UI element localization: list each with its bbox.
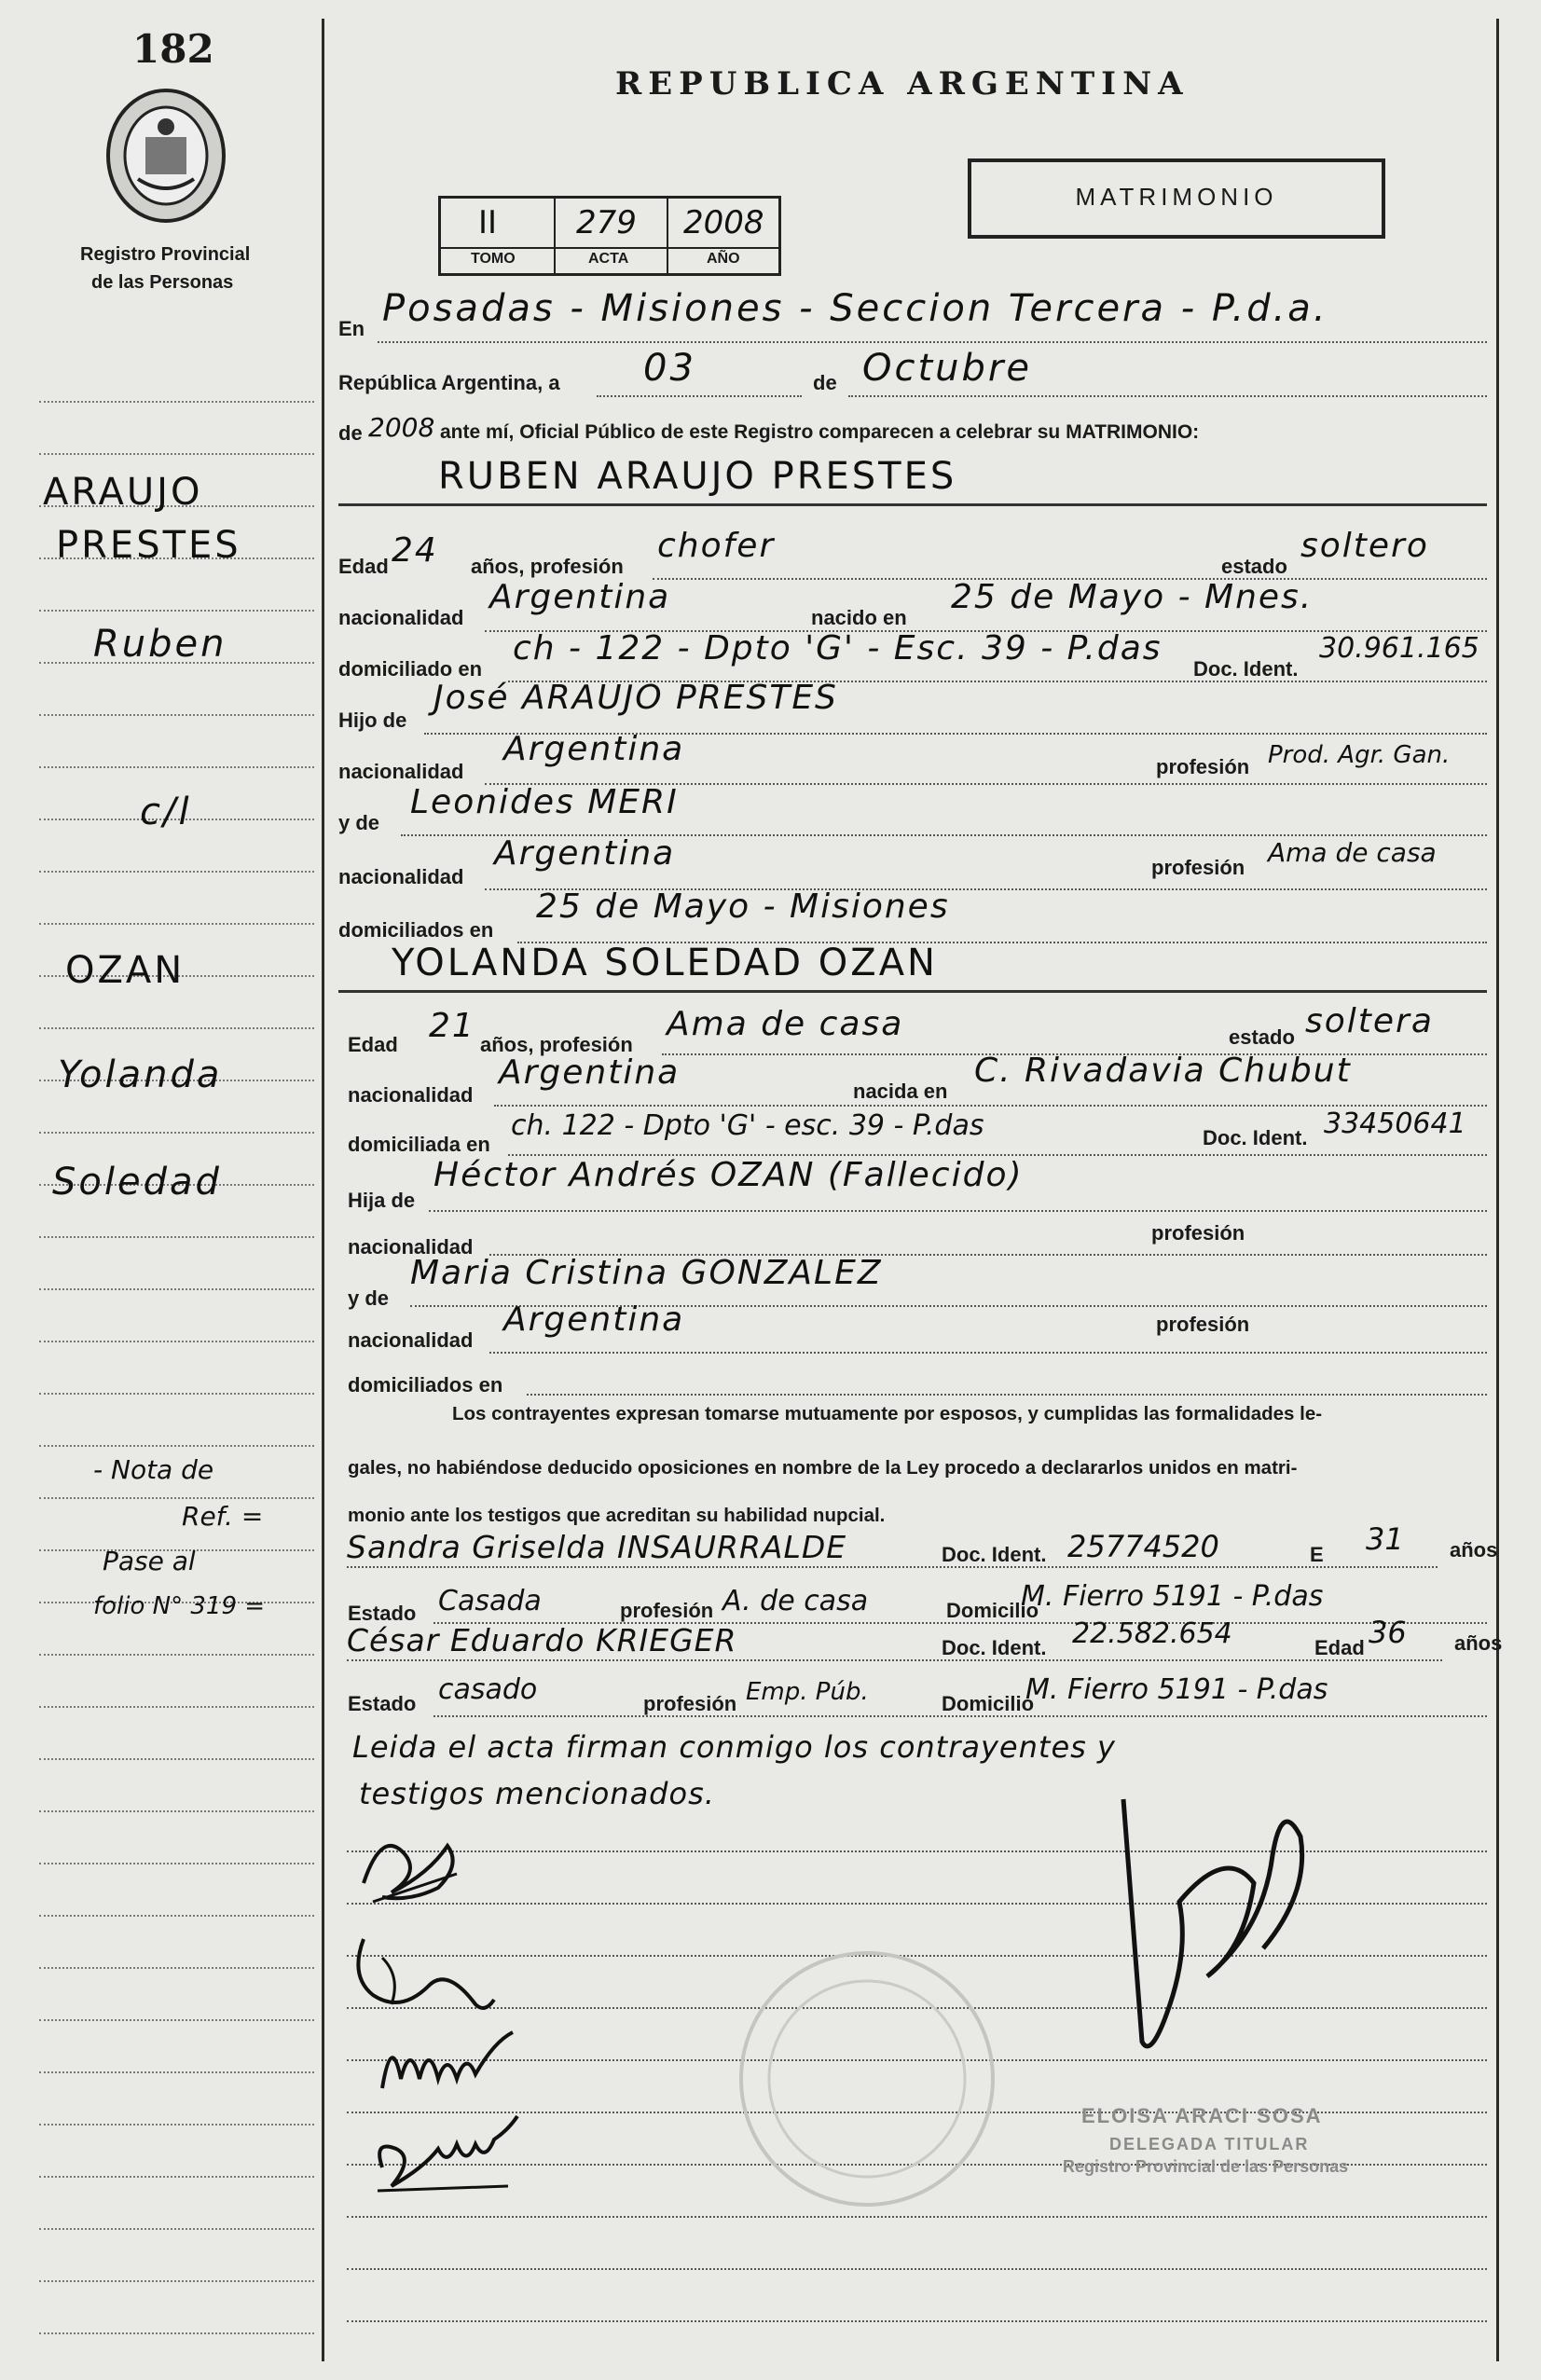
margin-note-4: folio N° 319 = xyxy=(93,1592,266,1620)
republica-label: República Argentina, a xyxy=(338,371,560,394)
margin-connector: c/l xyxy=(140,791,192,833)
groom-status-label: estado xyxy=(1221,555,1287,578)
witness2-years-label: años xyxy=(1454,1631,1503,1655)
bride-birthplace: C. Rivadavia Chubut xyxy=(974,1052,1352,1090)
witness2-name: César Eduardo KRIEGER xyxy=(347,1622,737,1658)
margin-ruled-line xyxy=(39,1393,314,1395)
margin-ruled-line xyxy=(39,766,314,768)
bride-doc-label: Doc. Ident. xyxy=(1203,1126,1308,1149)
stamp-line3: Registro Provincial de las Personas xyxy=(1063,2157,1349,2176)
ano-value: 2008 xyxy=(683,204,764,241)
groom-mother-profession: Ama de casa xyxy=(1268,837,1437,868)
left-column-divider xyxy=(322,19,324,2361)
groom-birthplace: 25 de Mayo - Mnes. xyxy=(951,578,1314,616)
groom-age-label: Edad xyxy=(338,555,389,578)
bride-profession-label: años, profesión xyxy=(480,1033,633,1056)
margin-ruled-line xyxy=(39,2332,314,2334)
closing-text-line1: Los contrayentes expresan tomarse mutuamente por esposos, y cumplidas las formalidades le- xyxy=(452,1403,1323,1424)
margin-ruled-line xyxy=(39,2280,314,2282)
day-value: 03 xyxy=(643,347,696,390)
bride-father-profession-label: profesión xyxy=(1151,1221,1245,1245)
closing-text-line3: monio ante los testigos que acreditan su habilidad nupcial. xyxy=(348,1505,886,1526)
witness2-age-label: Edad xyxy=(1314,1636,1365,1659)
groom-nationality: Argentina xyxy=(489,578,671,616)
margin-bride-name-2: Soledad xyxy=(52,1161,222,1204)
signature-witness1 xyxy=(373,2014,522,2116)
margin-ruled-line xyxy=(39,1863,314,1864)
margin-ruled-line xyxy=(39,1132,314,1134)
groom-nationality-label: nacionalidad xyxy=(338,606,464,629)
witness1-profession-label: profesión xyxy=(620,1599,714,1622)
bride-status-label: estado xyxy=(1229,1025,1295,1049)
tomo-acta-ano-box xyxy=(438,196,781,276)
bride-age-label: Edad xyxy=(348,1033,398,1056)
groom-profession-label: años, profesión xyxy=(471,555,624,578)
margin-ruled-line xyxy=(39,2071,314,2073)
acta-value: 279 xyxy=(576,204,637,241)
groom-father-nationality: Argentina xyxy=(503,730,685,768)
bride-father-nationality-label: nacionalidad xyxy=(348,1235,474,1259)
margin-ruled-line xyxy=(39,453,314,455)
groom-address: ch - 122 - Dpto 'G' - Esc. 39 - P.das xyxy=(513,629,1163,667)
ano-label: AÑO xyxy=(707,251,740,267)
margin-ruled-line xyxy=(39,1810,314,1812)
tomo-value: II xyxy=(478,204,498,241)
margin-ruled-line xyxy=(39,1758,314,1760)
groom-status: soltero xyxy=(1300,527,1429,565)
witness1-name: Sandra Griselda INSAURRALDE xyxy=(347,1529,847,1565)
witness2-age: 36 xyxy=(1369,1615,1407,1650)
witness1-address: M. Fierro 5191 - P.das xyxy=(1021,1580,1324,1613)
bride-profession: Ama de casa xyxy=(667,1005,904,1043)
margin-bride-surname: OZAN xyxy=(65,949,186,992)
closing-handwritten-1: Leida el acta firman conmigo los contrayentes y xyxy=(352,1729,1116,1765)
place-value: Posadas - Misiones - Seccion Tercera - P.d.a. xyxy=(382,287,1328,330)
witness2-doc-label: Doc. Ident. xyxy=(942,1636,1047,1659)
registry-name-line2: de las Personas xyxy=(91,272,234,293)
bride-father: Héctor Andrés OZAN (Fallecido) xyxy=(433,1156,1024,1194)
year-prefix-label: de xyxy=(338,421,363,445)
signature-bride xyxy=(345,1920,503,2023)
provincial-seal-icon xyxy=(101,86,231,226)
bride-nationality: Argentina xyxy=(499,1053,681,1092)
signature-groom xyxy=(354,1818,475,1920)
official-round-stamp-icon xyxy=(727,1939,1007,2219)
margin-ruled-line xyxy=(39,2228,314,2230)
bride-address: ch. 122 - Dpto 'G' - esc. 39 - P.das xyxy=(511,1109,984,1142)
margin-ruled-line xyxy=(39,2124,314,2125)
margin-ruled-line xyxy=(39,1706,314,1708)
bride-age: 21 xyxy=(429,1007,475,1045)
witness1-age: 31 xyxy=(1366,1521,1404,1557)
bride-mother-profession-label: profesión xyxy=(1156,1313,1250,1336)
act-type-box xyxy=(968,158,1385,239)
groom-doc-label: Doc. Ident. xyxy=(1193,657,1299,681)
margin-note-3: Pase al xyxy=(103,1546,196,1576)
witness2-profession: Emp. Púb. xyxy=(746,1678,869,1706)
witness1-doc-label: Doc. Ident. xyxy=(942,1543,1047,1566)
margin-ruled-line xyxy=(39,1497,314,1499)
groom-father-profession: Prod. Agr. Gan. xyxy=(1268,741,1451,769)
body-ruled-line xyxy=(347,2320,1487,2322)
closing-handwritten-2: testigos mencionados. xyxy=(359,1776,715,1811)
margin-ruled-line xyxy=(39,1288,314,1290)
margin-note-2: Ref. = xyxy=(182,1501,264,1532)
signature-official xyxy=(1114,1762,1319,2070)
groom-mother: Leonides MERI xyxy=(410,783,679,821)
registry-name-line1: Registro Provincial xyxy=(80,244,251,265)
country-heading: REPUBLICA ARGENTINA xyxy=(615,65,1190,103)
bride-mother-nationality-label: nacionalidad xyxy=(348,1328,474,1352)
margin-ruled-line xyxy=(39,871,314,873)
margin-bride-name-1: Yolanda xyxy=(58,1053,223,1096)
groom-father: José ARAUJO PRESTES xyxy=(433,679,838,717)
stamp-line2: DELEGADA TITULAR xyxy=(1109,2135,1310,2153)
signature-witness2 xyxy=(368,2102,527,2205)
groom-mother-nationality: Argentina xyxy=(494,834,676,873)
month-value: Octubre xyxy=(862,347,1032,390)
groom-birthplace-label: nacido en xyxy=(811,606,907,629)
bride-mother-label: y de xyxy=(348,1286,390,1310)
bride-mother-nationality: Argentina xyxy=(503,1300,685,1339)
year-value: 2008 xyxy=(368,412,435,443)
margin-ruled-line xyxy=(39,1027,314,1029)
groom-profession: chofer xyxy=(657,527,776,565)
bride-name: YOLANDA SOLEDAD OZAN xyxy=(392,942,938,984)
groom-parents-address-label: domiciliados en xyxy=(338,918,494,942)
margin-ruled-line xyxy=(39,1654,314,1656)
tomo-label: TOMO xyxy=(471,251,516,267)
witness1-address-label: Domicilio xyxy=(946,1599,1039,1622)
groom-address-label: domiciliado en xyxy=(338,657,483,681)
act-type-label: MATRIMONIO xyxy=(1075,183,1278,211)
groom-mother-nationality-label: nacionalidad xyxy=(338,865,464,888)
witness2-status-label: Estado xyxy=(348,1692,417,1715)
witness2-status: casado xyxy=(438,1673,538,1706)
groom-father-nationality-label: nacionalidad xyxy=(338,760,464,783)
body-ruled-line xyxy=(347,2268,1487,2270)
margin-ruled-line xyxy=(39,1967,314,1969)
bride-doc: 33450641 xyxy=(1324,1107,1466,1140)
margin-ruled-line xyxy=(39,401,314,403)
bride-status: soltera xyxy=(1305,1002,1434,1040)
margin-note-1: - Nota de xyxy=(93,1454,214,1485)
witness1-status-label: Estado xyxy=(348,1602,417,1625)
groom-age: 24 xyxy=(392,531,438,570)
margin-first-name: Ruben xyxy=(93,623,227,666)
groom-father-label: Hijo de xyxy=(338,708,407,732)
page-number: 182 xyxy=(132,26,214,72)
groom-mother-label: y de xyxy=(338,811,380,834)
closing-text-line2: gales, no habiéndose deducido oposiciones en nombre de la Ley procedo a declararlos unidos en matri- xyxy=(348,1457,1298,1479)
right-page-border xyxy=(1496,19,1499,2361)
margin-ruled-line xyxy=(39,1341,314,1342)
margin-ruled-line xyxy=(39,714,314,716)
witness1-status: Casada xyxy=(438,1585,542,1617)
margin-surname-1: ARAUJO xyxy=(43,471,203,514)
margin-ruled-line xyxy=(39,1915,314,1917)
groom-name: RUBEN ARAUJO PRESTES xyxy=(438,455,957,498)
groom-father-profession-label: profesión xyxy=(1156,755,1250,778)
margin-ruled-line xyxy=(39,1236,314,1238)
margin-ruled-line xyxy=(39,923,314,925)
groom-mother-profession-label: profesión xyxy=(1151,856,1245,879)
bride-father-label: Hija de xyxy=(348,1189,416,1212)
bride-parents-address-label: domiciliados en xyxy=(348,1373,503,1396)
witness1-profession: A. de casa xyxy=(722,1585,869,1617)
witness2-address: M. Fierro 5191 - P.das xyxy=(1025,1673,1328,1706)
witness1-age-label: E xyxy=(1310,1543,1324,1566)
witness2-address-label: Domicilio xyxy=(942,1692,1035,1715)
month-prefix-label: de xyxy=(813,371,837,394)
witness2-doc: 22.582.654 xyxy=(1072,1617,1232,1650)
acta-label: ACTA xyxy=(588,251,629,267)
groom-parents-address: 25 de Mayo - Misiones xyxy=(536,887,950,926)
bride-birthplace-label: nacida en xyxy=(853,1080,948,1103)
witness2-profession-label: profesión xyxy=(643,1692,737,1715)
stamp-line1: ELOISA ARACI SOSA xyxy=(1081,2104,1323,2127)
en-label: En xyxy=(338,317,365,340)
bride-address-label: domiciliada en xyxy=(348,1133,490,1156)
groom-doc: 30.961.165 xyxy=(1319,632,1479,665)
intro-text: ante mí, Oficial Público de este Registro comparecen a celebrar su MATRIMONIO: xyxy=(440,421,1200,443)
margin-ruled-line xyxy=(39,2176,314,2178)
bride-mother: Maria Cristina GONZALEZ xyxy=(410,1254,883,1292)
margin-ruled-line xyxy=(39,2019,314,2021)
witness1-doc: 25774520 xyxy=(1067,1529,1219,1564)
margin-ruled-line xyxy=(39,1445,314,1447)
margin-surname-2: PRESTES xyxy=(56,524,241,567)
margin-ruled-line xyxy=(39,610,314,612)
witness1-years-label: años xyxy=(1450,1538,1498,1561)
bride-nationality-label: nacionalidad xyxy=(348,1083,474,1107)
